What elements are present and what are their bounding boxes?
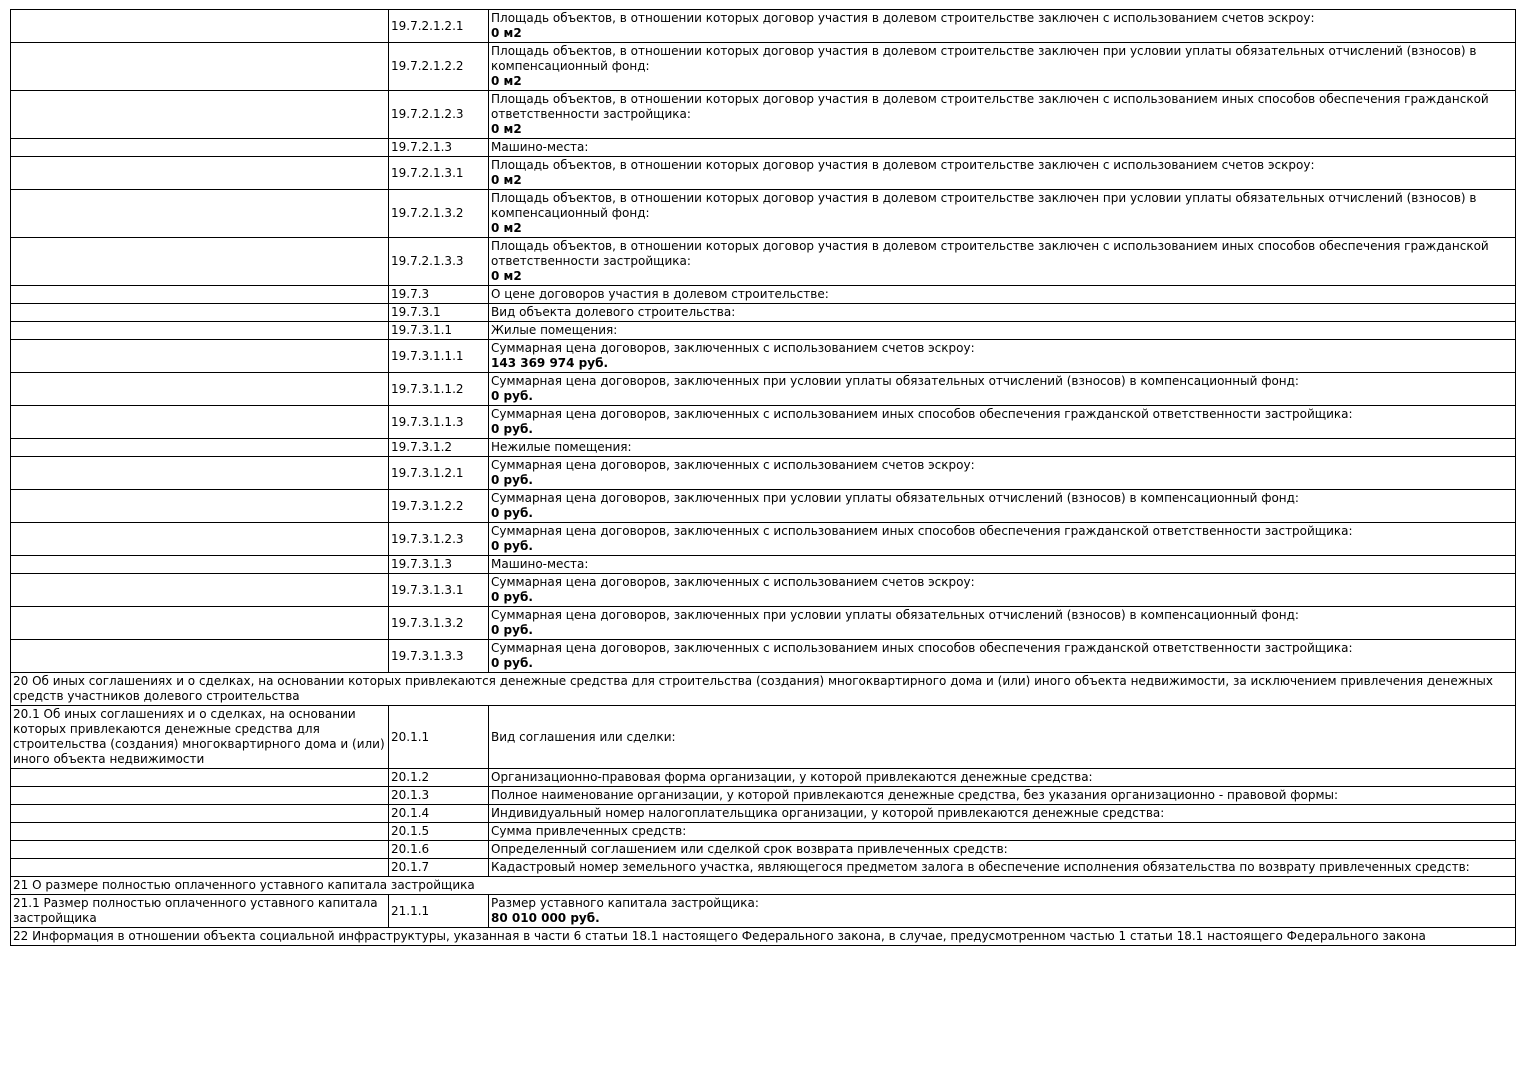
row-left-cell [11,769,389,787]
row-desc-cell [489,787,1516,805]
row-desc-cell [489,607,1516,640]
table-row [11,523,1516,556]
row-code: 19.7.3.1.3.2 [389,607,489,640]
row-desc: Площадь объектов, в отношении которых договор участия в долевом строительстве заключен с использованием иных способов обеспечения гражданской ответственности застройщика: [491,239,1489,268]
row-code: 19.7.3 [389,286,489,304]
row-code: 19.7.3.1.1.1 [389,340,489,373]
row-desc-cell [489,139,1516,157]
row-value: 0 м2 [491,173,522,187]
row-desc: Нежилые помещения: [491,440,632,454]
row-code: 19.7.3.1.1 [389,322,489,340]
row-desc-cell [489,373,1516,406]
row-left-cell [11,373,389,406]
row-value: 0 руб. [491,389,533,403]
row-value: 0 м2 [491,269,522,283]
row-desc: Определенный соглашением или сделкой срок возврата привлеченных средств: [491,842,1008,856]
row-desc: Суммарная цена договоров, заключенных с использованием счетов эскроу: [491,458,975,472]
table-row [11,556,1516,574]
row-code: 19.7.3.1.2.2 [389,490,489,523]
row-value: 0 м2 [491,122,522,136]
row-desc-cell [489,640,1516,673]
row-code: 19.7.3.1.3 [389,556,489,574]
table-row [11,841,1516,859]
row-desc-cell [489,457,1516,490]
row-code: 19.7.3.1.1.2 [389,373,489,406]
row-desc: Суммарная цена договоров, заключенных при условии уплаты обязательных отчислений (взносов) в компенсационный фонд: [491,491,1299,505]
row-desc: Полное наименование организации, у которой привлекаются денежные средства, без указания организационно - правовой формы: [491,788,1339,802]
table-row [11,139,1516,157]
row-value: 80 010 000 руб. [491,911,600,925]
table-row [11,373,1516,406]
row-desc: Суммарная цена договоров, заключенных с использованием счетов эскроу: [491,575,975,589]
row-left-cell [11,286,389,304]
row-left-cell [11,640,389,673]
row-desc-cell [489,340,1516,373]
row-desc-cell [489,322,1516,340]
row-desc: Кадастровый номер земельного участка, являющегося предметом залога в обеспечение исполнения обязательства по возврату привлеченных средств: [491,860,1470,874]
table-row [11,895,1516,928]
row-desc-cell [489,157,1516,190]
row-desc-cell [489,286,1516,304]
table-row [11,769,1516,787]
row-desc: Сумма привлеченных средств: [491,824,687,838]
table-row [11,574,1516,607]
row-desc-cell [489,841,1516,859]
row-desc-cell [489,10,1516,43]
table-row [11,607,1516,640]
row-code: 20.1.4 [389,805,489,823]
row-code: 20.1.1 [389,706,489,769]
row-value: 0 руб. [491,473,533,487]
row-left-cell [11,340,389,373]
row-left-cell [11,787,389,805]
row-desc: Суммарная цена договоров, заключенных при условии уплаты обязательных отчислений (взносов) в компенсационный фонд: [491,608,1299,622]
row-code: 19.7.3.1.3.3 [389,640,489,673]
row-code: 19.7.2.1.3 [389,139,489,157]
row-desc: Площадь объектов, в отношении которых договор участия в долевом строительстве заключен при условии уплаты обязательных отчислений (взносов) в компенсационный фонд: [491,191,1477,220]
row-desc-cell [489,91,1516,139]
row-code: 19.7.3.1.2 [389,439,489,457]
row-desc-cell [489,574,1516,607]
row-desc: Суммарная цена договоров, заключенных с использованием счетов эскроу: [491,341,975,355]
table-row [11,859,1516,877]
row-value: 0 руб. [491,623,533,637]
table-row [11,640,1516,673]
row-desc: Площадь объектов, в отношении которых договор участия в долевом строительстве заключен с использованием счетов эскроу: [491,11,1315,25]
row-desc-cell [489,556,1516,574]
row-left-cell [11,859,389,877]
row-left-cell [11,406,389,439]
row-desc-cell [489,304,1516,322]
row-desc-cell [489,523,1516,556]
row-desc: Площадь объектов, в отношении которых договор участия в долевом строительстве заключен с использованием счетов эскроу: [491,158,1315,172]
row-left-cell [11,43,389,91]
row-code: 19.7.3.1 [389,304,489,322]
table-row [11,490,1516,523]
row-value: 0 м2 [491,221,522,235]
section-row [11,673,1516,706]
table-row [11,406,1516,439]
table-row [11,10,1516,43]
table-row [11,805,1516,823]
table-row [11,340,1516,373]
table-row [11,286,1516,304]
row-desc: Организационно-правовая форма организации, у которой привлекаются денежные средства: [491,770,1093,784]
row-left-cell [11,574,389,607]
row-left-cell [11,706,389,769]
table-row [11,91,1516,139]
row-desc-cell [489,859,1516,877]
row-code: 19.7.3.1.2.3 [389,523,489,556]
row-desc-cell [489,43,1516,91]
row-left-cell [11,10,389,43]
row-code: 19.7.2.1.3.3 [389,238,489,286]
row-code: 19.7.3.1.2.1 [389,457,489,490]
table-row [11,43,1516,91]
row-desc: Суммарная цена договоров, заключенных с использованием иных способов обеспечения гражданской ответственности застройщика: [491,524,1353,538]
row-desc: Площадь объектов, в отношении которых договор участия в долевом строительстве заключен с использованием иных способов обеспечения гражданской ответственности застройщика: [491,92,1489,121]
row-desc-cell [489,805,1516,823]
table-row [11,304,1516,322]
table-row [11,322,1516,340]
row-left-cell [11,322,389,340]
row-left-cell [11,157,389,190]
row-left-cell [11,841,389,859]
row-desc-cell [489,238,1516,286]
row-desc: О цене договоров участия в долевом строительстве: [491,287,829,301]
row-value: 0 м2 [491,26,522,40]
row-left-cell [11,238,389,286]
row-desc: Площадь объектов, в отношении которых договор участия в долевом строительстве заключен при условии уплаты обязательных отчислений (взносов) в компенсационный фонд: [491,44,1477,73]
section-header-text: 21 О размере полностью оплаченного уставного капитала застройщика [11,877,1516,895]
row-desc: Размер уставного капитала застройщика: [491,896,759,910]
row-code: 20.1.5 [389,823,489,841]
row-desc-cell [489,439,1516,457]
row-left-cell [11,304,389,322]
row-code: 19.7.2.1.2.1 [389,10,489,43]
row-value: 0 м2 [491,74,522,88]
row-desc: Суммарная цена договоров, заключенных с использованием иных способов обеспечения гражданской ответственности застройщика: [491,641,1353,655]
row-left-cell [11,190,389,238]
row-left-cell [11,439,389,457]
row-code: 19.7.2.1.3.2 [389,190,489,238]
table-row [11,787,1516,805]
row-desc-cell [489,823,1516,841]
table-row [11,823,1516,841]
row-code: 21.1.1 [389,895,489,928]
table-row [11,190,1516,238]
row-code: 19.7.3.1.1.3 [389,406,489,439]
row-desc-cell [489,895,1516,928]
row-left-cell [11,490,389,523]
row-left-cell [11,91,389,139]
row-value: 0 руб. [491,422,533,436]
table-row [11,439,1516,457]
row-code: 20.1.2 [389,769,489,787]
row-code: 20.1.6 [389,841,489,859]
row-value: 0 руб. [491,656,533,670]
table-row [11,706,1516,769]
row-value: 143 369 974 руб. [491,356,609,370]
row-desc: Жилые помещения: [491,323,618,337]
row-desc-cell [489,490,1516,523]
row-left-cell [11,523,389,556]
row-code: 19.7.2.1.3.1 [389,157,489,190]
row-left-text: 20.1 Об иных соглашениях и о сделках, на основании которых привлекаются денежные средства для строительства (создания) многоквартирного дома и (или) иного объекта недвижимости [13,707,385,766]
row-desc-cell [489,706,1516,769]
row-left-cell [11,805,389,823]
section-header-text: 20 Об иных соглашениях и о сделках, на основании которых привлекаются денежные средства для строительства (создания) многоквартирного дома и (или) иного объекта недвижимости, за исключением привлечения денежных средств участников долевого строительства [11,673,1516,706]
row-desc: Вид объекта долевого строительства: [491,305,736,319]
row-desc: Индивидуальный номер налогоплательщика организации, у которой привлекаются денежные средства: [491,806,1165,820]
row-code: 19.7.2.1.2.3 [389,91,489,139]
row-desc: Машино-места: [491,140,589,154]
row-code: 19.7.3.1.3.1 [389,574,489,607]
row-code: 19.7.2.1.2.2 [389,43,489,91]
row-value: 0 руб. [491,590,533,604]
row-code: 20.1.3 [389,787,489,805]
row-desc: Суммарная цена договоров, заключенных при условии уплаты обязательных отчислений (взносов) в компенсационный фонд: [491,374,1299,388]
row-left-cell [11,139,389,157]
row-left-cell [11,556,389,574]
section-header-text: 22 Информация в отношении объекта социальной инфраструктуры, указанная в части 6 статьи 18.1 настоящего Федерального закона, в случае, предусмотренном частью 1 статьи 18.1 настоящего Федерального закона [11,928,1516,946]
row-left-cell [11,607,389,640]
row-desc: Суммарная цена договоров, заключенных с использованием иных способов обеспечения гражданской ответственности застройщика: [491,407,1353,421]
row-value: 0 руб. [491,539,533,553]
row-desc: Машино-места: [491,557,589,571]
row-left-cell [11,823,389,841]
section-row [11,877,1516,895]
declaration-table-body [11,10,1516,946]
row-left-text: 21.1 Размер полностью оплаченного уставного капитала застройщика [13,896,378,925]
table-row [11,157,1516,190]
section-row [11,928,1516,946]
row-desc: Вид соглашения или сделки: [491,729,676,744]
row-desc-cell [489,190,1516,238]
table-row [11,238,1516,286]
row-desc-cell [489,406,1516,439]
row-code: 20.1.7 [389,859,489,877]
row-left-cell [11,895,389,928]
row-value: 0 руб. [491,506,533,520]
row-left-cell [11,457,389,490]
declaration-table [10,9,1516,946]
table-row [11,457,1516,490]
row-desc-cell [489,769,1516,787]
